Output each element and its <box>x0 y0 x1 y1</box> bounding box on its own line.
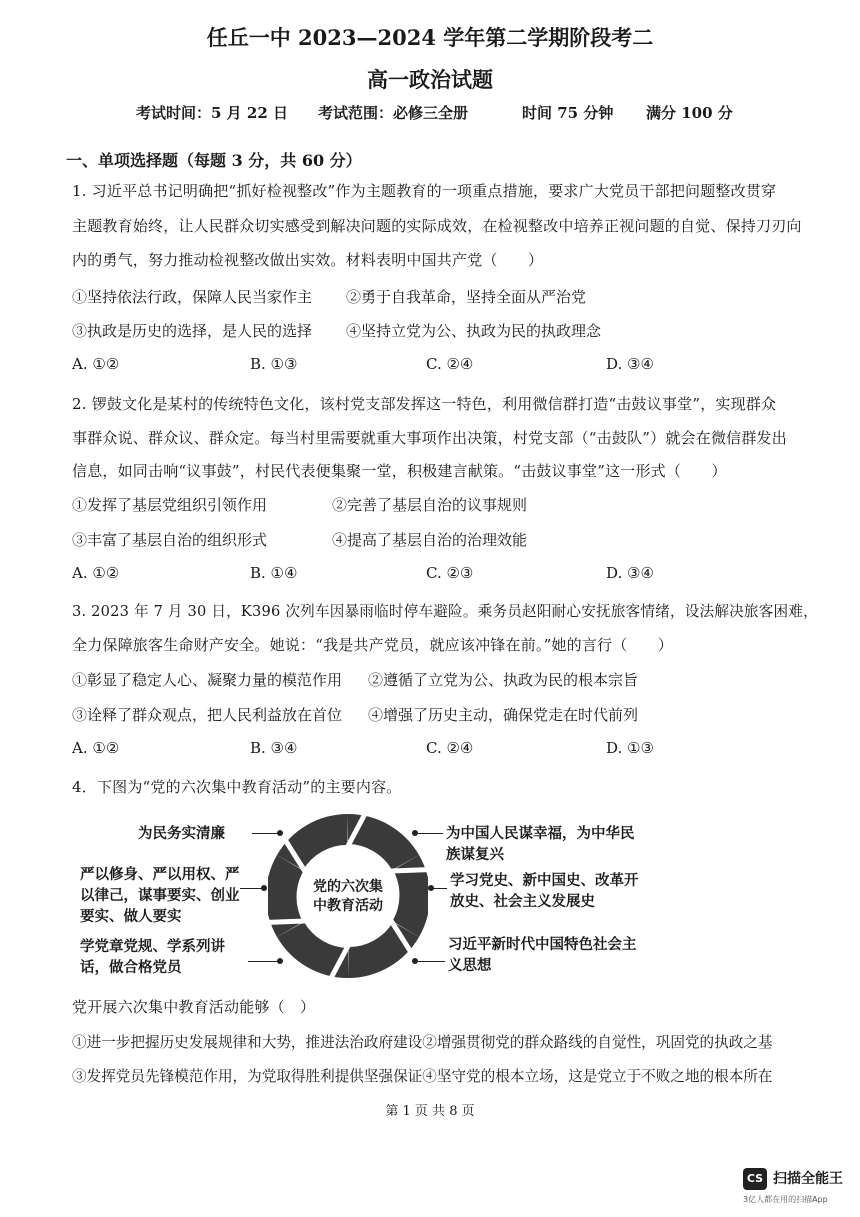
q3-statement-1: ①彰显了稳定人心、凝聚力量的模范作用 <box>72 671 343 689</box>
connector-right-1 <box>415 833 443 834</box>
q1-option-a: A. ①② <box>72 355 120 373</box>
q1-statement-2: ②勇于自我革命，坚持全面从严治党 <box>346 288 587 306</box>
section-title: 一、单项选择题（每题 3 分，共 60 分） <box>66 151 362 170</box>
q2-option-d: D. ③④ <box>606 564 654 582</box>
diagram-center-label: 党的六次集 中教育活动 <box>313 879 383 914</box>
q1-option-c: C. ②④ <box>426 355 474 373</box>
q4-intro: 4．下图为“党的六次集中教育活动”的主要内容。 <box>72 778 402 796</box>
q1-stem-line1: 1. 习近平总书记明确把“抓好检视整改”作为主题教育的一项重点措施，要求广大党员干部把问题整改贯穿 <box>72 182 777 200</box>
q4-statements-3-4: ③发挥党员先锋模范作用，为党取得胜利提供坚强保证④坚守党的根本立场，这是党立于不败之地的根本所在 <box>72 1068 773 1085</box>
q2-statement-4: ④提高了基层自治的治理效能 <box>332 531 528 549</box>
q2-statement-1: ①发挥了基层党组织引领作用 <box>72 496 268 514</box>
exam-duration: 时间 75 分钟 <box>522 104 614 122</box>
q4-question: 党开展六次集中教育活动能够（ ） <box>72 998 316 1016</box>
camscanner-logo-icon: CS <box>743 1168 767 1190</box>
connector-dot-left-3 <box>277 958 283 964</box>
connector-dot-left-2 <box>261 885 267 891</box>
diagram-right-label-3: 习近平新时代中国特色社会主义思想 <box>448 936 637 974</box>
q2-stem-line1: 2. 锣鼓文化是某村的传统特色文化，该村党支部发挥这一特色，利用微信群打造“击鼓议事堂”，实现群众 <box>72 395 777 413</box>
q3-option-d: D. ①③ <box>606 739 654 757</box>
exam-time: 考试时间：5 月 22 日 <box>136 104 288 122</box>
q1-statement-3: ③执政是历史的选择，是人民的选择 <box>72 322 313 340</box>
diagram-left-label-2: 严以修身、严以用权、严以律己，谋事要实、创业要实、做人要实 <box>80 866 240 925</box>
q1-stem-line3: 内的勇气，努力推动检视整改做出实效。材料表明中国共产党（ ） <box>72 251 544 269</box>
q3-statement-2: ②遵循了立党为公、执政为民的根本宗旨 <box>368 671 639 689</box>
connector-left-3 <box>248 961 280 962</box>
q1-option-b: B. ①③ <box>250 355 298 373</box>
diagram-left-label-1: 为民务实清廉 <box>138 825 225 842</box>
connector-left-1 <box>252 833 280 834</box>
watermark-tagline: 3亿人都在用的扫描App <box>743 1195 828 1204</box>
diagram-left-label-3: 学党章党规、学系列讲话，做合格党员 <box>80 938 225 976</box>
q2-stem-line3: 信息，如同击响“议事鼓”，村民代表便集聚一堂，积极建言献策。“击鼓议事堂”这一形式（ ） <box>72 462 727 480</box>
q2-statement-2: ②完善了基层自治的议事规则 <box>332 496 528 514</box>
diagram-right-label-2: 学习党史、新中国史、改革开放史、社会主义发展史 <box>450 872 639 910</box>
q1-statement-1: ①坚持依法行政，保障人民当家作主 <box>72 288 313 306</box>
q2-stem-line2: 事群众说、群众议、群众定。每当村里需要就重大事项作出决策，村党支部（“击鼓队”）就会在微信群发出 <box>72 429 787 447</box>
connector-right-3 <box>415 961 445 962</box>
connector-right-2 <box>431 888 447 889</box>
exam-title: 任丘一中 2023—2024 学年第二学期阶段考二 <box>206 25 654 50</box>
page-number: 第 1 页 共 8 页 <box>385 1104 475 1119</box>
q3-option-c: C. ②④ <box>426 739 474 757</box>
q2-option-c: C. ②③ <box>426 564 474 582</box>
q2-statement-3: ③丰富了基层自治的组织形式 <box>72 531 268 549</box>
exam-scope: 考试范围：必修三全册 <box>318 104 469 122</box>
q3-stem-line1: 3. 2023 年 7 月 30 日，K396 次列车因暴雨临时停车避险。乘务员赵阳耐心安抚旅客情绪，设法解决旅客困难， <box>72 603 818 620</box>
diagram-right-label-1: 为中国人民谋幸福，为中华民族谋复兴 <box>446 825 635 863</box>
exam-full-score: 满分 100 分 <box>646 104 733 122</box>
q1-stem-line2: 主题教育始终，让人民群众切实感受到解决问题的实际成效，在检视整改中培养正视问题的自觉、保持刀刃向 <box>72 217 802 235</box>
q3-statement-3: ③诠释了群众观点，把人民利益放在首位 <box>72 706 343 724</box>
q3-statement-4: ④增强了历史主动，确保党走在时代前列 <box>368 706 639 724</box>
q1-option-d: D. ③④ <box>606 355 654 373</box>
q2-option-b: B. ①④ <box>250 564 298 582</box>
q4-statements-1-2: ①进一步把握历史发展规律和大势，推进法治政府建设②增强贯彻党的群众路线的自觉性，巩固党的执政之基 <box>72 1034 773 1051</box>
q2-option-a: A. ①② <box>72 564 120 582</box>
q1-statement-4: ④坚持立党为公、执政为民的执政理念 <box>346 322 602 340</box>
q3-option-b: B. ③④ <box>250 739 298 757</box>
exam-subtitle: 高一政治试题 <box>367 67 493 92</box>
watermark-name: 扫描全能王 <box>773 1171 843 1187</box>
q3-stem-line2: 全力保障旅客生命财产安全。她说：“我是共产党员，就应该冲锋在前。”她的言行（ ） <box>72 636 674 654</box>
connector-dot-left-1 <box>277 830 283 836</box>
q3-option-a: A. ①② <box>72 739 120 757</box>
